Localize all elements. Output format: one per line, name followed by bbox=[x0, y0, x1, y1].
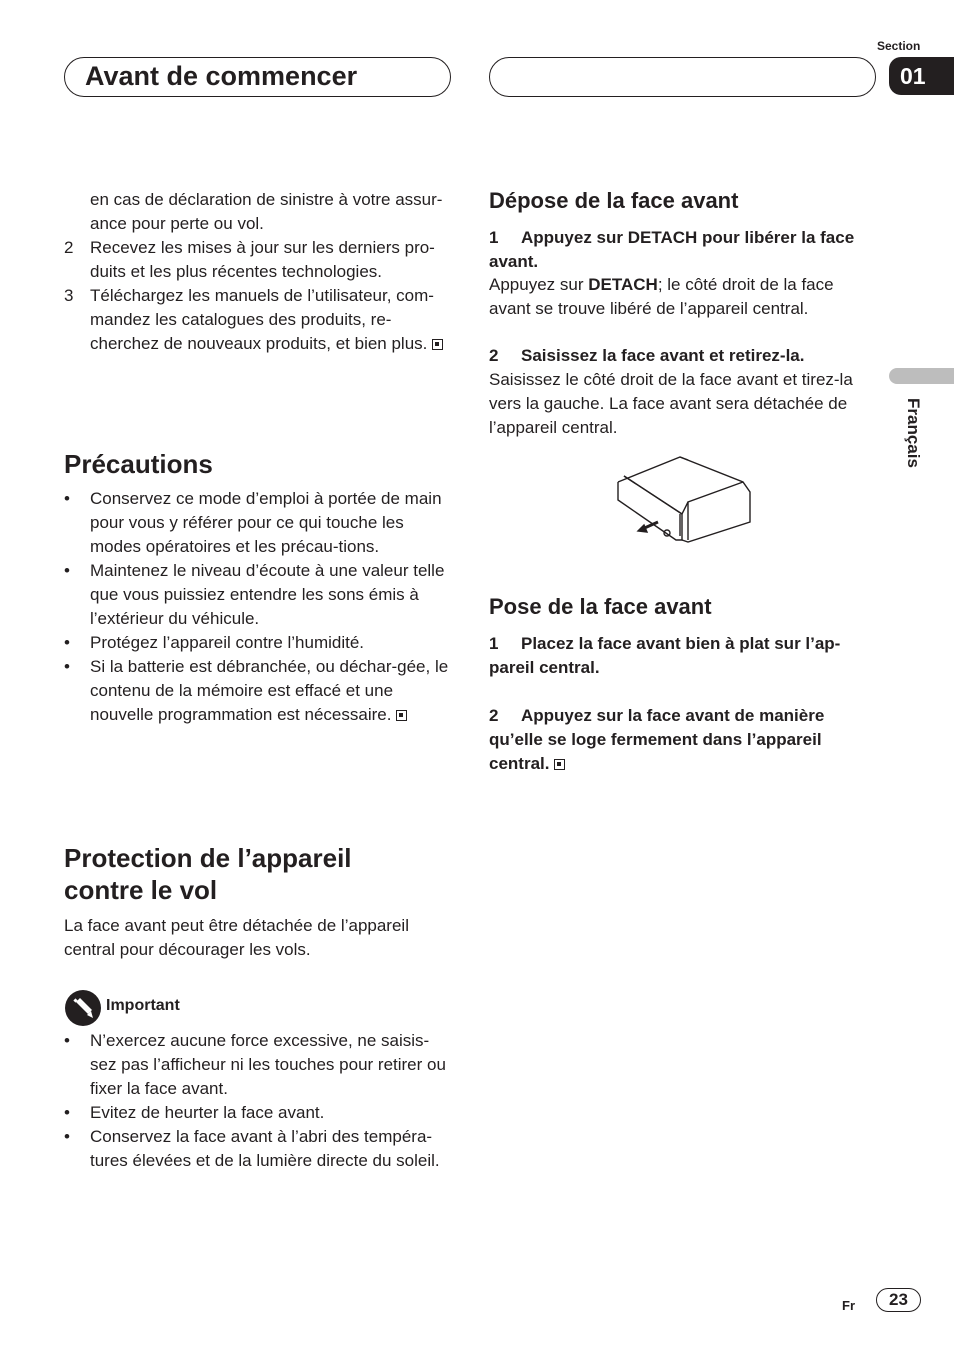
list-item-number: 3 bbox=[64, 286, 74, 305]
footer-language-code: Fr bbox=[842, 1298, 855, 1313]
bullet-icon: • bbox=[64, 633, 70, 652]
list-item-text: Maintenez le niveau d’écoute à une valeur telle que vous puissiez entendre les sons émis à l’extérieur du véhicule. bbox=[90, 561, 445, 628]
header-title-pill bbox=[64, 57, 451, 97]
list-item bbox=[64, 631, 454, 655]
step-number: 1 bbox=[489, 228, 499, 247]
step-title: Appuyez sur la face avant de manière qu’elle se loge fermement dans l’appareil central. bbox=[489, 706, 825, 773]
face-removal-illustration bbox=[610, 452, 755, 544]
list-item bbox=[64, 284, 452, 356]
removal-heading: Dépose de la face avant bbox=[489, 188, 739, 213]
step-number: 2 bbox=[489, 706, 499, 725]
bullet-icon: • bbox=[64, 561, 70, 580]
attach-heading: Pose de la face avant bbox=[489, 594, 712, 619]
language-tab-label: Français bbox=[904, 398, 923, 468]
list-item-text: Conservez la face avant à l’abri des tempéra-tures élevées et de la lumière directe du soleil. bbox=[90, 1127, 440, 1170]
removal-step1-body bbox=[489, 273, 874, 321]
detach-key-label: DETACH bbox=[588, 275, 658, 294]
important-icon bbox=[65, 990, 101, 1026]
list-item-text: Conservez ce mode d’emploi à portée de main pour vous y référer pour ce qui touche les modes opératoires et les précau-tions. bbox=[90, 489, 442, 556]
removal-step2-body: Saisissez le côté droit de la face avant et tirez-la vers la gauche. La face avant sera détachée de l’appareil central. bbox=[489, 370, 853, 437]
precautions-heading: Précautions bbox=[64, 449, 213, 479]
list-item-number: 2 bbox=[64, 238, 74, 257]
protection-heading-line1: Protection de l’appareil bbox=[64, 843, 352, 873]
bullet-icon: • bbox=[64, 1103, 70, 1122]
list-item-text: Téléchargez les manuels de l’utilisateur, com-mandez les catalogues des produits, re-cherchez de nouveaux produits, et bien plus. bbox=[90, 286, 434, 353]
important-label: Important bbox=[106, 997, 180, 1014]
attach-step1-title bbox=[489, 632, 874, 680]
list-item-text: N’exercez aucune force excessive, ne saisis-sez pas l’afficheur ni les touches pour retirer ou fixer la face avant. bbox=[90, 1031, 446, 1098]
list-item-text: Si la batterie est débranchée, ou déchar-gée, le contenu de la mémoire est effacé et une nouvelle programmation est nécessaire. bbox=[90, 657, 449, 724]
header-title: Avant de commencer bbox=[85, 61, 358, 91]
protection-heading-line2: contre le vol bbox=[64, 875, 218, 905]
important-list bbox=[64, 1029, 454, 1173]
language-tab-bar bbox=[889, 368, 954, 384]
section-label: Section bbox=[877, 39, 921, 53]
list-item-text: Recevez les mises à jour sur les derniers pro-duits et les plus récentes technologies. bbox=[90, 238, 435, 281]
bullet-icon: • bbox=[64, 1127, 70, 1146]
list-item bbox=[64, 1125, 454, 1173]
bullet-icon: • bbox=[64, 489, 70, 508]
step-title: Saisissez la face avant et retirez-la. bbox=[521, 346, 805, 365]
attach-step2-title bbox=[489, 704, 874, 776]
bullet-icon: • bbox=[64, 1031, 70, 1050]
list-item-text: Evitez de heurter la face avant. bbox=[90, 1103, 325, 1122]
list-item-text: en cas de déclaration de sinistre à votre assur-ance pour perte ou vol. bbox=[90, 190, 443, 233]
step-body-suffix: ; le côté droit de la face avant se trouve libéré de l’appareil central. bbox=[489, 275, 834, 318]
step-number: 2 bbox=[489, 346, 499, 365]
end-of-section-icon bbox=[554, 759, 565, 770]
removal-step2-title bbox=[489, 344, 874, 368]
list-item bbox=[64, 1029, 454, 1101]
list-item bbox=[64, 655, 454, 727]
end-of-section-icon bbox=[432, 339, 443, 350]
section-number-badge: 01 bbox=[889, 57, 954, 95]
precautions-list bbox=[64, 487, 454, 727]
step-title: Appuyez sur DETACH pour libérer la face avant. bbox=[489, 228, 855, 271]
list-item bbox=[64, 236, 452, 284]
protection-intro: La face avant peut être détachée de l’appareil central pour décourager les vols. bbox=[64, 916, 409, 959]
list-item bbox=[64, 487, 454, 559]
continued-list bbox=[64, 188, 452, 356]
list-item bbox=[64, 559, 454, 631]
bullet-icon: • bbox=[64, 657, 70, 676]
protection-heading bbox=[64, 842, 464, 906]
list-item-text: Protégez l’appareil contre l’humidité. bbox=[90, 633, 365, 652]
list-item bbox=[64, 1101, 454, 1125]
step-number: 1 bbox=[489, 634, 499, 653]
removal-step1-title bbox=[489, 226, 874, 274]
list-item bbox=[64, 188, 452, 236]
step-body-prefix: Appuyez sur bbox=[489, 275, 589, 294]
end-of-section-icon bbox=[396, 710, 407, 721]
page-number: 23 bbox=[876, 1288, 921, 1312]
header-right-pill bbox=[489, 57, 876, 97]
step-title: Placez la face avant bien à plat sur l’ap-pareil central. bbox=[489, 634, 841, 677]
